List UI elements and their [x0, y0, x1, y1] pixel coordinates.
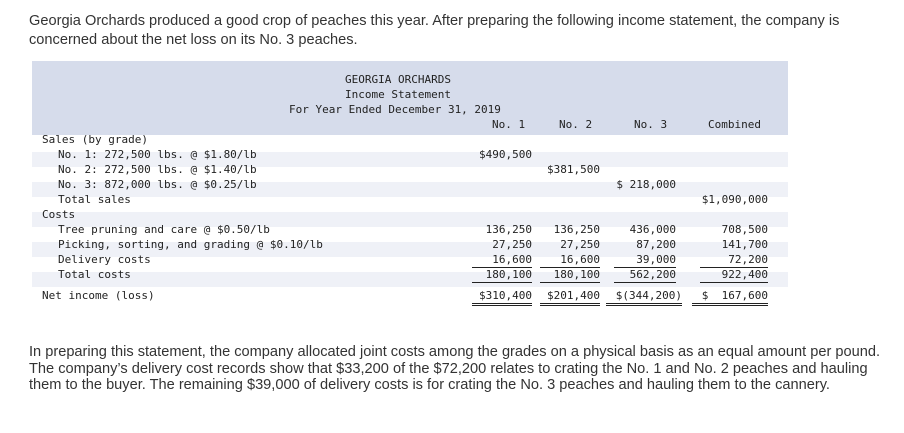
net-income-no3: $(344,200)	[606, 288, 682, 306]
cost-line-label: Tree pruning and care @ $0.50/lb	[58, 223, 270, 236]
cost-no1-value: 27,250	[492, 238, 532, 251]
cost-no2-value: 16,600	[540, 252, 600, 268]
cost-no1-value: 16,600	[472, 252, 532, 268]
cost-no2-value: 27,250	[560, 238, 600, 251]
sales-no3-value: $ 218,000	[616, 178, 676, 191]
cost-combined-value: 708,500	[721, 223, 768, 236]
problem-context-text: In preparing this statement, the company allocated joint costs among the grades on a physical basis as an equal amount per pound. The company’s delivery cost records show that $33,200 of the $72,200 relates to crating the No. 1 and No. 2 peaches and hauling them to the buyer. The remaining $39,000 of delivery costs is for crating the No. 3 peaches and hauling them to the cannery.	[29, 344, 881, 393]
net-income-no2: $201,400	[540, 288, 600, 306]
problem-intro-text: Georgia Orchards produced a good crop of peaches this year. After preparing the following income statement, the company is concerned about the net loss on its No. 3 peaches.	[29, 13, 840, 48]
column-header-no2: No. 2	[559, 118, 593, 131]
statement-title: Income Statement	[345, 88, 451, 101]
cost-no2-value: 136,250	[553, 223, 600, 236]
cost-no3-value: 436,000	[629, 223, 676, 236]
cost-line-label: Picking, sorting, and grading @ $0.10/lb	[58, 238, 323, 251]
total-costs-no2: 180,100	[540, 267, 600, 283]
cost-line-label: Delivery costs	[58, 253, 151, 266]
costs-header: Costs	[42, 208, 76, 221]
total-costs-combined: 922,400	[700, 267, 768, 283]
total-costs-no1: 180,100	[472, 267, 532, 283]
column-header-no3: No. 3	[634, 118, 668, 131]
company-name: GEORGIA ORCHARDS	[345, 73, 451, 86]
cost-no3-value: 39,000	[614, 252, 676, 268]
net-income-combined: $ 167,600	[692, 288, 768, 306]
sales-no1-value: $490,500	[479, 148, 532, 161]
income-statement-table	[32, 61, 788, 309]
net-income-label: Net income (loss)	[42, 289, 155, 302]
statement-period: For Year Ended December 31, 2019	[289, 103, 501, 116]
sales-line-label: No. 3: 872,000 lbs. @ $0.25/lb	[58, 178, 257, 191]
cost-no1-value: 136,250	[485, 223, 532, 236]
column-header-combined: Combined	[708, 118, 761, 131]
total-sales-label: Total sales	[58, 193, 131, 206]
cost-combined-value: 141,700	[721, 238, 768, 251]
sales-no2-value: $381,500	[547, 163, 600, 176]
total-costs-no3: 562,200	[614, 267, 676, 283]
sales-line-label: No. 1: 272,500 lbs. @ $1.80/lb	[58, 148, 257, 161]
sales-header: Sales (by grade)	[42, 133, 148, 146]
column-header-no1: No. 1	[492, 118, 526, 131]
cost-combined-value: 72,200	[700, 252, 768, 268]
total-costs-label: Total costs	[58, 268, 131, 281]
net-income-no1: $310,400	[472, 288, 532, 306]
sales-line-label: No. 2: 272,500 lbs. @ $1.40/lb	[58, 163, 257, 176]
total-sales-combined: $1,090,000	[701, 193, 768, 206]
cost-no3-value: 87,200	[636, 238, 676, 251]
